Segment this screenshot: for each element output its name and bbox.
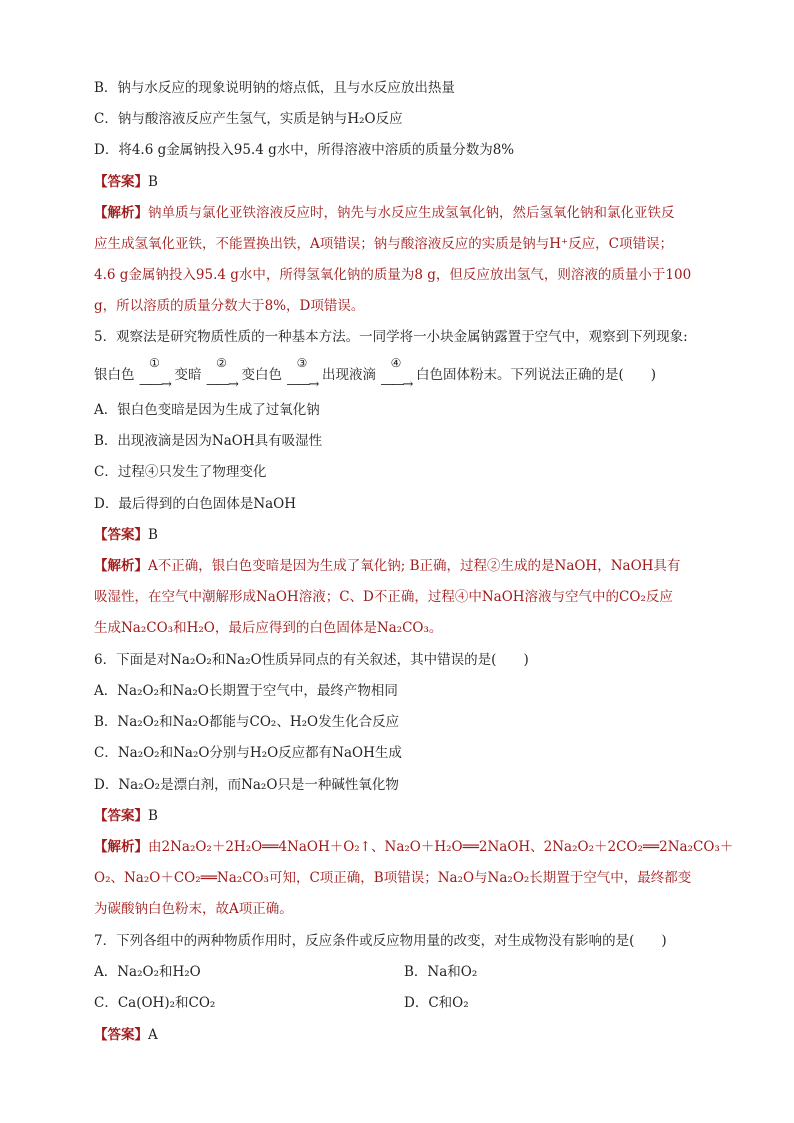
answer-tag: 【答案】 [94,527,148,543]
explanation-text: 由2Na₂O₂＋2H₂O══4NaOH＋O₂↑、Na₂O＋H₂O══2NaOH、2Na₂O₂＋2CO₂══2Na₂CO₃＋ [148,839,734,855]
q7-option-a: A．Na₂O₂和H₂O [94,964,201,980]
q4-option-d: D．将4.6 g金属钠投入95.4 g水中，所得溶液中溶质的质量分数为8% [94,142,515,158]
q6-option-b: B．Na₂O₂和Na₂O都能与CO₂、H₂O发生化合反应 [94,714,400,730]
q5-answer [94,525,158,545]
explanation-text: 钠单质与氯化亚铁溶液反应时，钠先与水反应生成氢氧化钠，然后氢氧化钠和氯化亚铁反 [148,205,675,221]
answer-value: B [148,808,158,824]
q6-explanation-line-1 [94,837,733,857]
q6-answer [94,806,158,826]
answer-tag: 【答案】 [94,808,148,824]
q5-explanation-line-1 [94,556,680,576]
q4-answer [94,172,158,192]
q5-reaction-chain [94,356,657,392]
q5-explanation-line-3: 生成Na₂CO₃和H₂O，最后应得到的白色固体是Na₂CO₃。 [94,620,443,636]
step-number-1: ① [149,356,160,370]
answer-value: B [148,527,158,543]
q6-option-c: C．Na₂O₂和Na₂O分别与H₂O反应都有NaOH生成 [94,745,402,761]
answer-value: B [148,174,158,190]
q4-explanation-line-3: 4.6 g金属钠投入95.4 g水中，所得氢氧化钠的质量为8 g，但反应放出氢气，则溶液的质量小于100 [94,267,692,283]
chain-state-5: 白色固体粉末。下列说法正确的是( ) [416,367,657,383]
q7-stem: 7．下列各组中的两种物质作用时，反应条件或反应物用量的改变，对生成物没有影响的是( ) [94,933,667,949]
q7-option-b: B．Na和O₂ [404,964,478,980]
step-number-4: ④ [390,356,402,370]
q5-option-a: A．银白色变暗是因为生成了过氧化钠 [94,402,320,418]
q6-option-a: A．Na₂O₂和Na₂O长期置于空气中，最终产物相同 [94,683,398,699]
q4-explanation-line-4: g，所以溶质的质量分数大于8%，D项错误。 [94,298,365,314]
q7-option-c: C．Ca(OH)₂和CO₂ [94,995,216,1011]
chain-state-2: 变暗 [174,367,202,383]
explanation-tag: 【解析】 [94,205,148,221]
q5-option-b: B．出现液滴是因为NaOH具有吸湿性 [94,433,323,449]
explanation-tag: 【解析】 [94,558,148,574]
q5-option-d: D．最后得到的白色固体是NaOH [94,496,297,512]
arrow-icon: ④ ——→ [376,365,416,385]
answer-value: A [148,1027,158,1043]
step-number-3: ③ [296,356,308,370]
q6-explanation-line-2: O₂、Na₂O＋CO₂══Na₂CO₃可知，C项正确，B项错误；Na₂O与Na₂O₂长期置于空气中，最终都变 [94,870,692,886]
q6-option-d: D．Na₂O₂是漂白剂，而Na₂O只是一种碱性氧化物 [94,777,399,793]
step-number-2: ② [216,356,227,370]
q5-option-c: C．过程④只发生了物理变化 [94,464,267,480]
arrow-icon: ① ——→ [135,365,175,385]
explanation-tag: 【解析】 [94,839,148,855]
q5-explanation-line-2: 吸湿性，在空气中潮解形成NaOH溶液；C、D不正确，过程④中NaOH溶液与空气中的CO₂反应 [94,589,673,605]
chain-state-3: 变白色 [241,367,282,383]
arrow-icon: ③ ——→ [282,365,322,385]
q4-explanation-line-2: 应生成氢氧化亚铁，不能置换出铁，A项错误；钠与酸溶液反应的实质是钠与H⁺反应，C项错误； [94,236,673,252]
q6-explanation-line-3: 为碳酸钠白色粉末，故A项正确。 [94,901,293,917]
answer-tag: 【答案】 [94,1027,148,1043]
arrow-icon: ② ——→ [202,365,242,385]
q7-option-d: D．C和O₂ [404,995,469,1011]
explanation-text: A不正确，银白色变暗是因为生成了氧化钠; B正确，过程②生成的是NaOH，NaOH具有 [148,558,681,574]
q4-explanation-line-1 [94,203,675,223]
chain-state-1: 银白色 [94,367,135,383]
q7-answer [94,1025,158,1045]
q4-option-c: C．钠与酸溶液反应产生氢气，实质是钠与H₂O反应 [94,111,403,127]
q6-stem: 6．下面是对Na₂O₂和Na₂O性质异同点的有关叙述，其中错误的是( ) [94,652,529,668]
chain-state-4: 出现液滴 [322,367,376,383]
answer-tag: 【答案】 [94,174,148,190]
q5-stem: 5．观察法是研究物质性质的一种基本方法。一同学将一小块金属钠露置于空气中，观察到下列现象: [94,329,688,345]
q4-option-b: B．钠与水反应的现象说明钠的熔点低，且与水反应放出热量 [94,80,455,96]
